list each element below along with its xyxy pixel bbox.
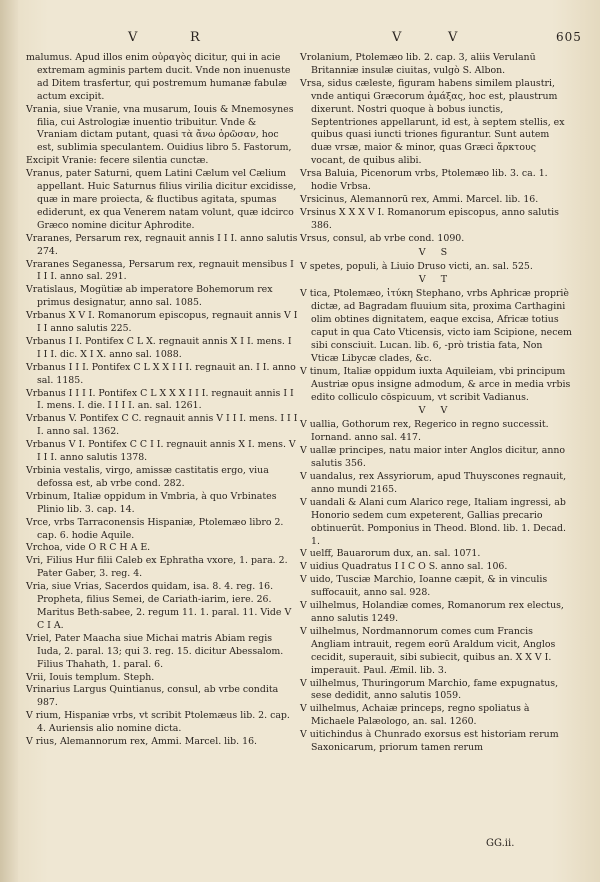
dictionary-entry: Vrbanus V. Pontifex C C. regnauit annis V I I I. mens. I I I I. anno sal. 1362.	[26, 413, 298, 438]
dictionary-entry: Vrii, Iouis templum. Steph.	[26, 671, 155, 683]
header-letter-left-2: R	[190, 30, 201, 45]
page-gutter	[0, 0, 18, 882]
dictionary-entry: Vriel, Pater Maacha siue Michai matris Abiam regis Iuda, 2. paral. 13; qui 3. reg. 15. dicitur Abessalom. Filius Thahath, 1. paral. 6.	[26, 632, 284, 670]
section-letter-heading: V S	[418, 246, 454, 258]
dictionary-entry: V rium, Hispaniæ vrbs, vt scribit Ptolemæus lib. 2. cap. 4. Auriensis alio nomine dicta.	[26, 710, 290, 735]
section-letter-heading: V T	[418, 274, 454, 286]
dictionary-entry: Vrce, vrbs Tarraconensis Hispaniæ, Ptolemæo libro 2. cap. 6. hodie Aquile.	[26, 516, 284, 541]
dictionary-entry: V spetes, populi, à Liuio Druso victi, an. sal. 525.	[300, 260, 533, 272]
dictionary-entry: malumus. Apud illos enim οὐραγὸς dicitur, qui in acie extremam agminis partem ducit. Vnde non inuenuste ad Ditem trasfertur, qui postremum humanæ fabulæ actum excipit.	[26, 52, 291, 102]
dictionary-entry: Vrsinus X X X V I. Romanorum episcopus, anno salutis 386.	[300, 206, 559, 231]
right-column	[300, 52, 572, 755]
dictionary-entry: Vrania, siue Vranie, vna musarum, Iouis & Mnemosynes filia, cui Astrologiæ inuentio tribuitur. Vnde & Vraniam dictam putant, quasi τὰ ἄνω ὁρῶσαν, hoc est, sublimia speculantem. Ouidius libro 5. Fastorum,	[26, 103, 294, 154]
dictionary-entry: V uandalus, rex Assyriorum, apud Thuyscones regnauit, anno mundi 2165.	[300, 471, 567, 495]
dictionary-entry: Excipit Vranie: fecere silentia cunctæ.	[26, 155, 209, 167]
dictionary-entry: Vrbinum, Italiæ oppidum in Vmbria, à quo Vrbinates Plinio lib. 3. cap. 14.	[26, 490, 277, 515]
dictionary-entry: V uallia, Gothorum rex, Regerico in regno successit. Iornand. anno sal. 417.	[300, 419, 549, 444]
dictionary-entry: Vrchoa, vide O R C H A E.	[26, 542, 151, 554]
dictionary-entry: Vrbanus X V I. Romanorum episcopus, regnauit annis V I I I anno salutis 225.	[26, 310, 298, 335]
dictionary-entry: V tinum, Italiæ oppidum iuxta Aquileiam, vbi principum Austriæ opus insigne admodum, & arce in media vrbis edito colliculo cōspicuum, vt scribit Vadianus.	[300, 365, 571, 403]
dictionary-entry: V uilhelmus, Nordmannorum comes cum Francis Angliam intrauit, regem eorū Araldum vicit, Anglos cecidit, superauit, sibi subiecit, quibus an. X X V I. imperauit. Paul. Æmil. lib. 3.	[300, 625, 556, 676]
section-letter-heading: V V	[418, 405, 454, 417]
dictionary-entry: V tica, Ptolemæo, ἰτύκη Stephano, vrbs Aphricæ propriè dictæ, ad Bagradam fluuium sita, proxima Carthagini olim obtines dignitatem, eaque excisa, Africæ totius caput in qua Cato Vticensis, victo iam Scipione, necem sibi consciuit. Lucan. lib. 6, -prò tristia fata, Non Vticæ Libycæ clades, &c.	[300, 288, 572, 364]
dictionary-entry: V uilhelmus, Thuringorum Marchio, fame expugnatus, sese dedidit, anno salutis 1059.	[300, 677, 559, 702]
header-letter-right-2: V	[448, 30, 459, 45]
catchword: GG.ii.	[486, 838, 515, 849]
left-column	[26, 52, 298, 749]
dictionary-entry: V uilhelmus, Achaiæ princeps, regno spoliatus à Michaele Palæologo, an. sal. 1260.	[300, 703, 530, 728]
dictionary-entry: Vrsus, consul, ab vrbe cond. 1090.	[300, 232, 465, 244]
dictionary-entry: Vrbanus V I. Pontifex C C I I. regnauit annis X I. mens. V I I I. anno salutis 1378.	[26, 439, 296, 464]
running-header	[0, 30, 600, 50]
header-letter-right-1: V	[392, 30, 403, 45]
dictionary-entry: V uitichindus à Chunrado exorsus est historiam rerum Saxonicarum, priorum tamen rerum	[300, 729, 559, 754]
dictionary-entry: Vria, siue Vrias, Sacerdos quidam, isa. 8. 4. reg. 16. Propheta, filius Semei, de Cariath-iarim, iere. 26. Maritus Beth-sabee, 2. regum 11. 1. paral. 11. Vide V C I A.	[26, 581, 292, 631]
dictionary-entry: Vrsa Baluia, Picenorum vrbs, Ptolemæo lib. 3. ca. 1. hodie Vrbsa.	[300, 168, 548, 193]
dictionary-entry: Vrbinia vestalis, virgo, amissæ castitatis ergo, viua defossa est, ab vrbe cond. 282.	[26, 465, 269, 489]
dictionary-entry: V uandali & Alani cum Alarico rege, Italiam ingressi, ab Honorio sedem cum expeterent, Gallias precario obtinuerūt. Pomponius in Theod. Blond. lib. 1. Decad. 1.	[300, 496, 567, 547]
dictionary-entry: Vrsa, sidus cæleste, figuram habens similem plaustri, vnde antiqui Græcorum ἁμάξας, hoc est, plaustrum dixerunt. Nostri quoque à bobus iunctis, Septentriones appellarunt, id est, à septem stellis, ex quibus quasi iuncti triones figurantur. Sunt autem duæ vrsæ, maior & minor, quas Græci ἄρκτους vocant, de quibus alibi.	[300, 77, 565, 167]
dictionary-entry: Vrsicinus, Alemannorū rex, Ammi. Marcel. lib. 16.	[300, 193, 539, 205]
dictionary-entry: Vratislaus, Mogütiæ ab imperatore Bohemorum rex primus designatur, anno sal. 1085.	[26, 284, 273, 309]
dictionary-entry: V uidius Quadratus I I C O S. anno sal. 106.	[300, 561, 508, 573]
dictionary-entry: Vrolanium, Ptolemæo lib. 2. cap. 3, aliis Verulanū Britanniæ insulæ ciuitas, vulgò S. Albon.	[300, 52, 536, 76]
dictionary-entry: Vranus, pater Saturni, quem Latini Cælum vel Cælium appellant. Huic Saturnus filius virilia dicitur excidisse, quæ in mare proiecta, & fluctibus agitata, spumas ediderunt, ex qua Venerem natam volunt, quæ idcirco Græco nomine dicitur Aphrodite.	[26, 168, 297, 231]
dictionary-entry: V uilhelmus, Holandiæ comes, Romanorum rex electus, anno salutis 1249.	[300, 600, 564, 624]
dictionary-entry: Vrbanus I I I I. Pontifex C L X X X I I I. regnauit annis I I I. mens. I. die. I I I I. an. sal. 1261.	[26, 387, 294, 412]
dictionary-entry: V rius, Alemannorum rex, Ammi. Marcel. lib. 16.	[26, 736, 258, 748]
dictionary-entry: Vri, Filius Hur filii Caleb ex Ephratha vxore, 1. para. 2. Pater Gaber, 3. reg. 4.	[26, 555, 288, 580]
header-letter-left-1: V	[128, 30, 139, 45]
dictionary-entry: Vrbanus I I. Pontifex C L X. regnauit annis X I I. mens. I I I I. dic. X I X. anno sal. 1088.	[26, 335, 292, 360]
dictionary-entry: Vraranes, Persarum rex, regnauit annis I I I. anno salutis 274.	[26, 232, 298, 257]
dictionary-entry: V uelff, Bauarorum dux, an. sal. 1071.	[300, 548, 481, 560]
dictionary-entry: Vrbanus I I I. Pontifex C L X X I I I. regnauit an. I I. anno sal. 1185.	[26, 361, 296, 386]
page-number: 605	[556, 30, 582, 44]
dictionary-entry: V uido, Tusciæ Marchio, Ioanne cæpit, & in vinculis suffocauit, anno sal. 928.	[300, 574, 548, 599]
dictionary-entry: Vrinarius Largus Quintianus, consul, ab vrbe condita 987.	[26, 684, 279, 709]
dictionary-entry: V uallæ principes, natu maior inter Anglos dicitur, anno salutis 356.	[300, 445, 566, 470]
dictionary-entry: Vraranes Seganessa, Persarum rex, regnauit mensibus I I I I. anno sal. 291.	[26, 258, 294, 283]
